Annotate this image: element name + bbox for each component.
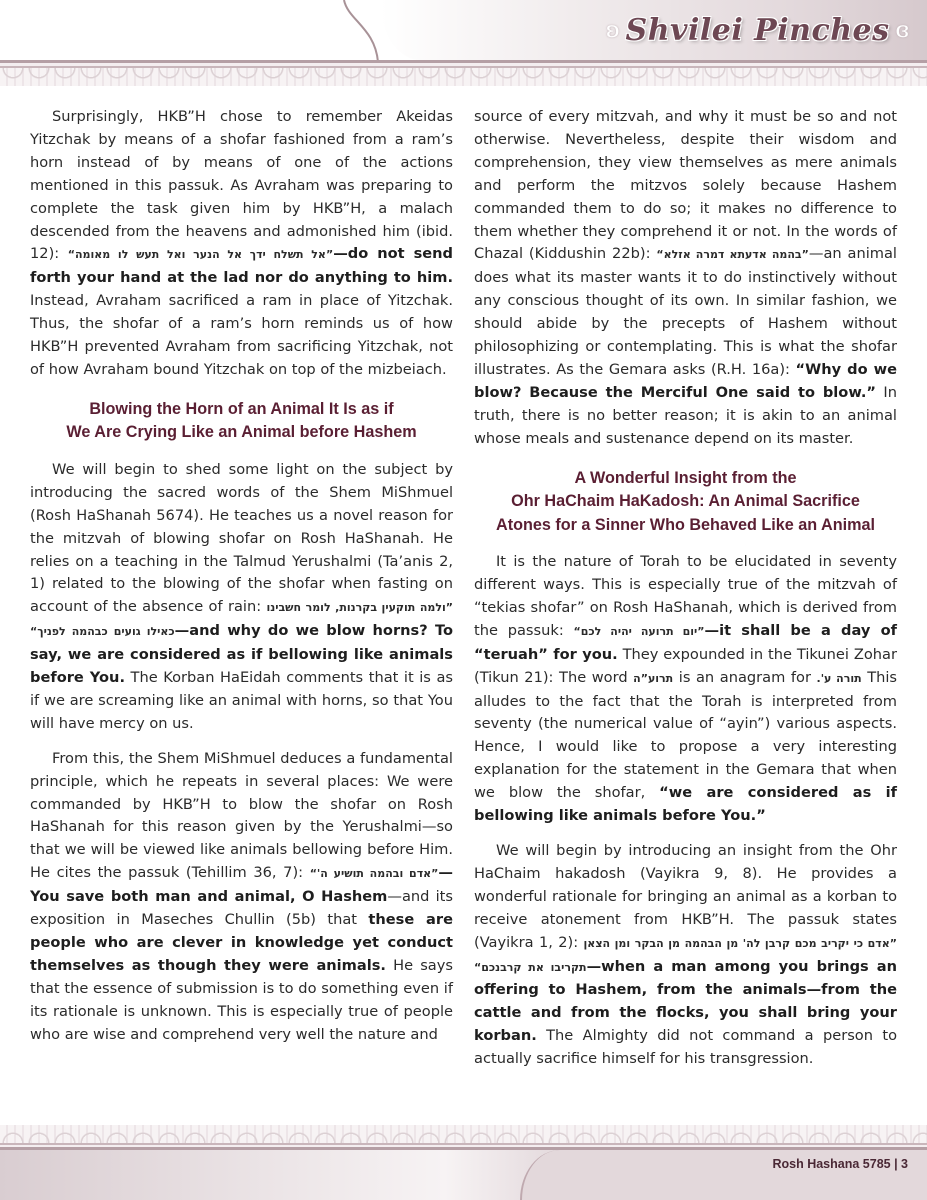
text: We will begin by introducing an insight from the Ohr HaChaim hakadosh (Vayikra 9, 8). He provides a wonderful rationale for bringing an animal as a korban to receive atonement from HKB”H. The passuk states (Vayikra 1, 2):: [474, 841, 897, 951]
paragraph: [474, 840, 897, 1071]
bold-quote: “we are considered as if bellowing like animals before You.”: [474, 784, 897, 825]
paragraph: [30, 106, 453, 382]
hebrew-quote: ”אדם ובהמה תושיע ה'“: [309, 867, 439, 881]
hebrew-quote: ”אל תשלח ידך אל הנער ואל תעש לו מאומה“: [67, 248, 334, 262]
bold-text: these are people who are clever in knowledge yet conduct themselves as though they were animals.: [30, 911, 454, 974]
paragraph: [30, 459, 453, 736]
publication-brand: [606, 10, 909, 50]
hebrew-quote: ”אדם כי יקריב מכם קרבן לה' מן הבהמה מן הבקר ומן הצאן תקריבו את קרבנכם“: [474, 936, 897, 974]
paragraph: [30, 748, 453, 1047]
text: is an anagram for: [673, 668, 817, 686]
text: The Almighty did not command a person to actually sacrifice himself for his transgression.: [474, 1027, 897, 1068]
page-header: [0, 0, 927, 92]
lace-border-bottom: [0, 1125, 927, 1143]
paragraph: [474, 551, 897, 828]
text: The Korban HaEidah comments that it is as if we are screaming like an animal with horns, so that You will have mercy on us.: [30, 669, 453, 732]
text: Instead, Avraham sacrificed a ram in place of Yitzchak. Thus, the shofar of a ram’s horn reminds us of how HKB”H prevented Avraham from sacrificing Yitzchak, not of how Avraham bound Yitzchak on top of the mizbeiach.: [30, 292, 453, 378]
right-column: [474, 106, 897, 1083]
text: We will begin to shed some light on the subject by introducing the sacred words of the Shem MiShmuel (Rosh HaShanah 5674). He teaches us a novel reason for the mitzvah of blowing shofar on Rosh HaShanah. He relies on a teaching in the Talmud Yerushalmi (Ta’anis 2, 1) related to the blowing of the shofar when fasting on account of the absence of rain:: [30, 460, 453, 616]
text: Surprisingly, HKB”H chose to remember Akeidas Yitzchak by means of a shofar fashioned from a ram’s horn instead of by means of one of the actions mentioned in this passuk. As Avraham was preparing to complete the task given him by HKB”H, a malach descended from the heavens and admonished him (ibid. 12):: [30, 108, 453, 263]
hebrew-quote: ”יום תרועה יהיה לכם“: [573, 624, 705, 638]
section-heading: [30, 398, 453, 445]
heading-line: Ohr HaChaim HaKadosh: An Animal Sacrifice: [511, 492, 860, 511]
text: source of every mitzvah, and why it must be so and not otherwise. Nevertheless, despite their wisdom and comprehension, they view themselves as mere animals and perform the mitzvos solely because Hashem commanded them to do so; it makes no difference to them whether they comprehend it or not. In the words of Chazal (Kiddushin 22b):: [474, 108, 897, 263]
text: —an animal does what its master wants it to do instinctively without any conscious thought of its own. In similar fashion, we should abide by the precepts of Hashem without philosophizing or contemplating. This is what the shofar illustrates. As the Gemara asks (R.H. 16a):: [474, 245, 897, 378]
bold-translation: —do not send forth your hand at the lad nor do anything to him.: [30, 245, 454, 287]
hebrew-quote: ”ולמה תוקעין בקרנות, לומר חשבינו כאילו גועים כבהמה לפניך“: [30, 601, 453, 639]
bold-translation: —it shall be a day of “teruah” for you.: [474, 621, 897, 663]
bold-quote: “Why do we blow? Because the Merciful One said to blow.”: [474, 360, 898, 401]
hebrew-word: תרוע”ה: [633, 671, 674, 685]
text: They expounded in the Tikunei Zohar (Tikun 21): The word: [474, 645, 897, 686]
scroll-flourish-icon: ʚ: [606, 17, 620, 43]
text: It is the nature of Torah to be elucidated in seventy different ways. This is especially true of the mitzvah of “tekias shofar” on Rosh HaShanah, which is derived from the passuk:: [474, 553, 897, 639]
hebrew-quote: ”בהמה אדעתא דמרה אזלא“: [656, 248, 809, 262]
heading-line: Atones for a Sinner Who Behaved Like an Animal: [496, 515, 875, 534]
lace-border-top: [0, 68, 927, 86]
header-rule: [0, 60, 927, 68]
bold-translation: —when a man among you brings an offering to Hashem, from the animals—from the cattle and from the flocks, you shall bring your korban.: [474, 957, 897, 1045]
text: —and its exposition in Maseches Chullin (5b) that: [30, 888, 453, 929]
publication-title: Shvilei Pinches: [625, 12, 890, 48]
scroll-flourish-icon: ɞ: [895, 17, 909, 43]
text: From this, the Shem MiShmuel deduces a fundamental principle, which he repeats in several places: We were commanded by HKB”H to blow the shofar on Rosh HaShanah for this reason given by the Yerushalmi—so that we will be viewed like animals bellowing before Him. He cites the passuk (Tehillim 36, 7):: [30, 749, 453, 882]
text: This alludes to the fact that the Torah is interpreted from seventy (the numerical value of “ayin”) various aspects. Hence, I would like to propose a very interesting explanation for the statement in the Gemara that when we blow the shofar,: [474, 668, 898, 802]
heading-line: A Wonderful Insight from the: [574, 468, 797, 487]
footer-rule: [0, 1143, 927, 1150]
page-number-label: Rosh Hashana 5785 | 3: [772, 1157, 908, 1171]
bold-translation: —You save both man and animal, O Hashem: [30, 864, 454, 906]
text: He says that the essence of submission is to do something even if its rationale is unknown. This is especially true of people who are wise and comprehend very well the nature and: [30, 956, 453, 1043]
heading-line: We Are Crying Like an Animal before Hashem: [66, 423, 417, 442]
section-heading: [474, 467, 897, 538]
left-column: [30, 106, 453, 1059]
text: In truth, there is no better reason; it is akin to an animal whose meals and sustenance depend on its master.: [474, 383, 897, 447]
bold-translation: —and why do we blow horns? To say, we are considered as if bellowing like animals before You.: [30, 622, 454, 687]
paragraph-continued: [474, 106, 897, 451]
heading-line: Blowing the Horn of an Animal It Is as if: [89, 399, 394, 418]
hebrew-word: תורה ע'.: [816, 671, 862, 685]
